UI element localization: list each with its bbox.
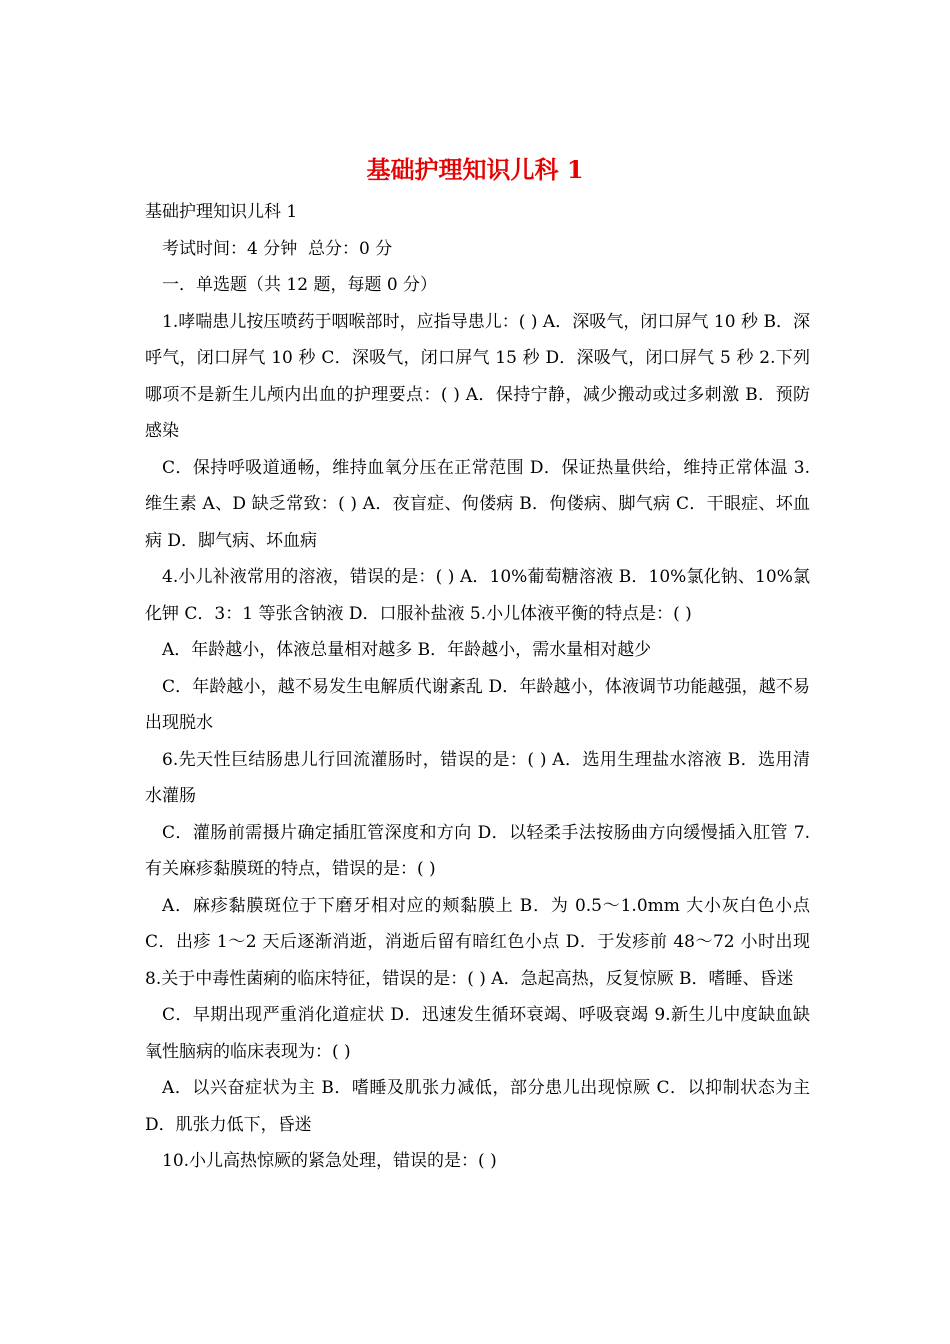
document-title: 基础护理知识儿科 1	[366, 155, 584, 184]
question-paragraph: 1.哮喘患儿按压喷药于咽喉部时，应指导患儿：( ) A．深吸气，闭口屏气 10 秒 B．深呼气，闭口屏气 10 秒 C．深吸气，闭口屏气 15 秒 D．深吸气，闭口屏气 5 秒 2.下列哪项不是新生儿颅内出血的护理要点：( ) A．保持宁静，减少搬动或过多刺激 B．预防感染	[145, 311, 810, 441]
question-paragraph: 10.小儿高热惊厥的紧急处理，错误的是：( )	[162, 1151, 497, 1171]
section-heading: 一．单选题（共 12 题，每题 0 分）	[162, 275, 438, 295]
document-body	[145, 194, 816, 1180]
question-paragraph: A．以兴奋症状为主 B．嗜睡及肌张力减低，部分患儿出现惊厥 C．以抑制状态为主 D．肌张力低下，昏迷	[145, 1078, 816, 1135]
question-paragraph: A．麻疹黏膜斑位于下磨牙相对应的颊黏膜上 B．为 0.5～1.0mm 大小灰白色小点 C．出疹 1～2 天后逐渐消逝，消逝后留有暗红色小点 D．于发疹前 48～72 小时出现 8.关于中毒性菌痢的临床特征，错误的是：( ) A．急起高热，反复惊厥 B．嗜睡、昏迷	[145, 895, 816, 989]
question-paragraph: C．年龄越小，越不易发生电解质代谢紊乱 D．年龄越小，体液调节功能越强，越不易出现脱水	[145, 676, 810, 733]
question-paragraph: C．早期出现严重消化道症状 D．迅速发生循环衰竭、呼吸衰竭 9.新生儿中度缺血缺氧性脑病的临床表现为：( )	[145, 1005, 810, 1062]
question-paragraph: 4.小儿补液常用的溶液，错误的是：( ) A．10%葡萄糖溶液 B．10%氯化钠、10%氯化钾 C．3：1 等张含钠液 D．口服补盐液 5.小儿体液平衡的特点是：( )	[145, 567, 810, 624]
question-paragraph: C．保持呼吸道通畅，维持血氧分压在正常范围 D．保证热量供给，维持正常体温 3.维生素 A、D 缺乏常致：( ) A．夜盲症、佝偻病 B．佝偻病、脚气病 C．干眼症、坏血病 D．脚气病、坏血病	[145, 457, 810, 551]
question-paragraph: C．灌肠前需摄片确定插肛管深度和方向 D．以轻柔手法按肠曲方向缓慢插入肛管 7.有关麻疹黏膜斑的特点，错误的是：( )	[145, 822, 810, 879]
body-heading: 基础护理知识儿科 1	[145, 202, 298, 222]
exam-info: 考试时间：4 分钟 总分：0 分	[162, 238, 393, 259]
question-paragraph: 6.先天性巨结肠患儿行回流灌肠时，错误的是：( ) A．选用生理盐水溶液 B．选用清水灌肠	[145, 749, 810, 806]
question-paragraph: A．年龄越小，体液总量相对越多 B．年龄越小，需水量相对越少	[162, 640, 652, 660]
